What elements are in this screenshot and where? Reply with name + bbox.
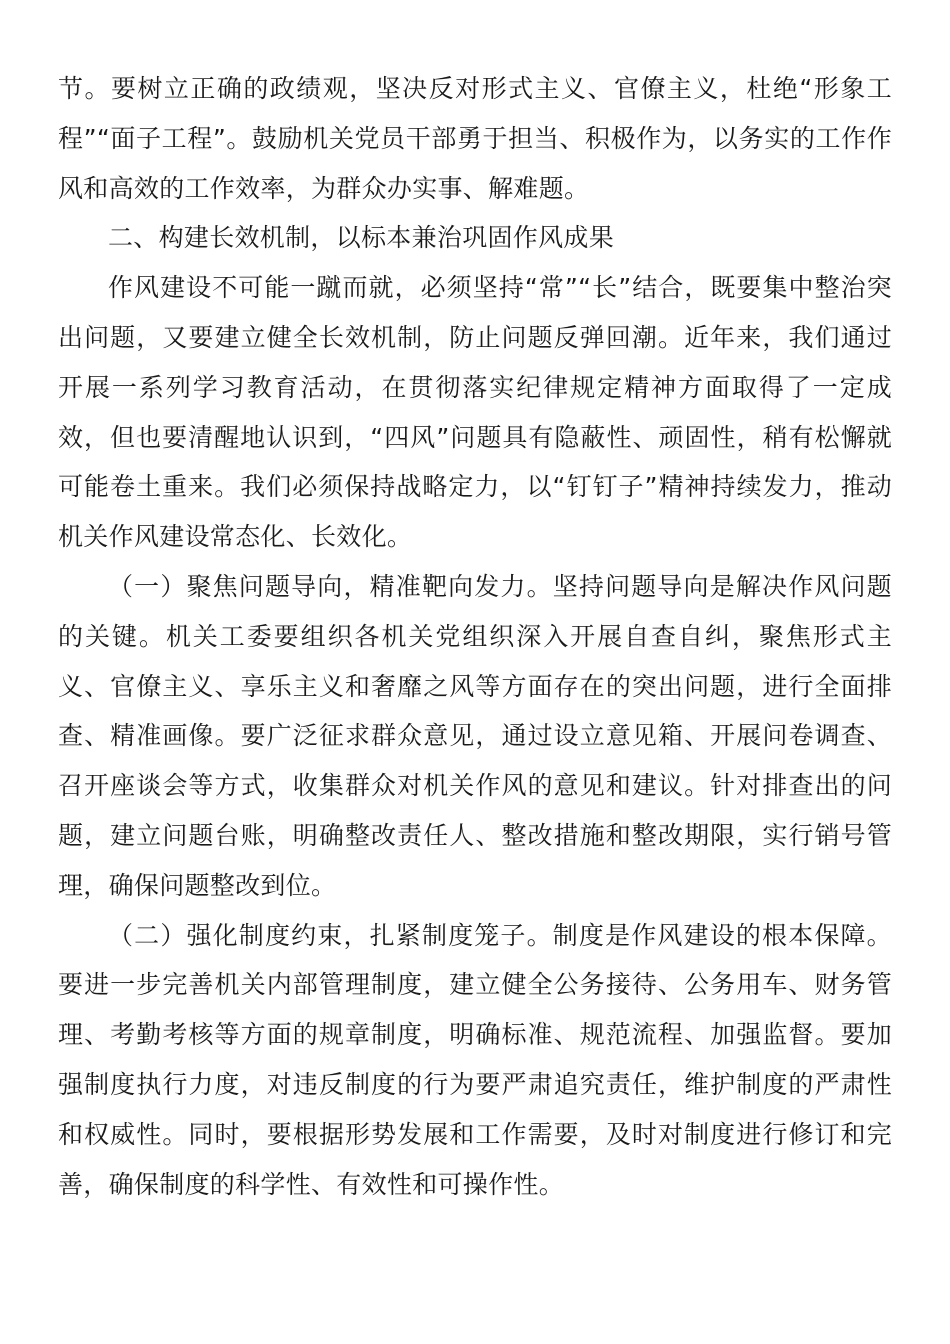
section-heading: 二、构建长效机制，以标本兼治巩固作风成果 (108, 223, 615, 253)
document-page (58, 64, 892, 1209)
paragraph-intro: 作风建设不可能一蹴而就，必须坚持“常”“长”结合，既要集中整治突出问题，又要建立健全长效机制，防止问题反弹回潮。近年来，我们通过开展一系列学习教育活动，在贯彻落实纪律规定精神方面取得了一定成效，但也要清醒地认识到，“四风”问题具有隐蔽性、顽固性，稍有松懈就可能卷土重来。我们必须保持战略定力，以“钉钉子”精神持续发力，推动机关作风建设常态化、长效化。 (58, 273, 892, 552)
paragraph-item-1: （一）聚焦问题导向，精准靶向发力。坚持问题导向是解决作风问题的关键。机关工委要组织各机关党组织深入开展自查自纠，聚焦形式主义、官僚主义、享乐主义和奢靡之风等方面存在的突出问题，进行全面排查、精准画像。要广泛征求群众意见，通过设立意见箱、开展问卷调查、召开座谈会等方式，收集群众对机关作风的意见和建议。针对排查出的问题，建立问题台账，明确整改责任人、整改措施和整改期限，实行销号管理，确保问题整改到位。 (58, 571, 892, 900)
paragraph-continuation: 节。要树立正确的政绩观，坚决反对形式主义、官僚主义，杜绝“形象工程”“面子工程”。鼓励机关党员干部勇于担当、积极作为，以务实的工作作风和高效的工作效率，为群众办实事、解难题。 (58, 74, 892, 203)
paragraph-item-2: （二）强化制度约束，扎紧制度笼子。制度是作风建设的根本保障。要进一步完善机关内部管理制度，建立健全公务接待、公务用车、财务管理、考勤考核等方面的规章制度，明确标准、规范流程、加强监督。要加强制度执行力度，对违反制度的行为要严肃追究责任，维护制度的严肃性和权威性。同时，要根据形势发展和工作需要，及时对制度进行修订和完善，确保制度的科学性、有效性和可操作性。 (58, 920, 892, 1199)
